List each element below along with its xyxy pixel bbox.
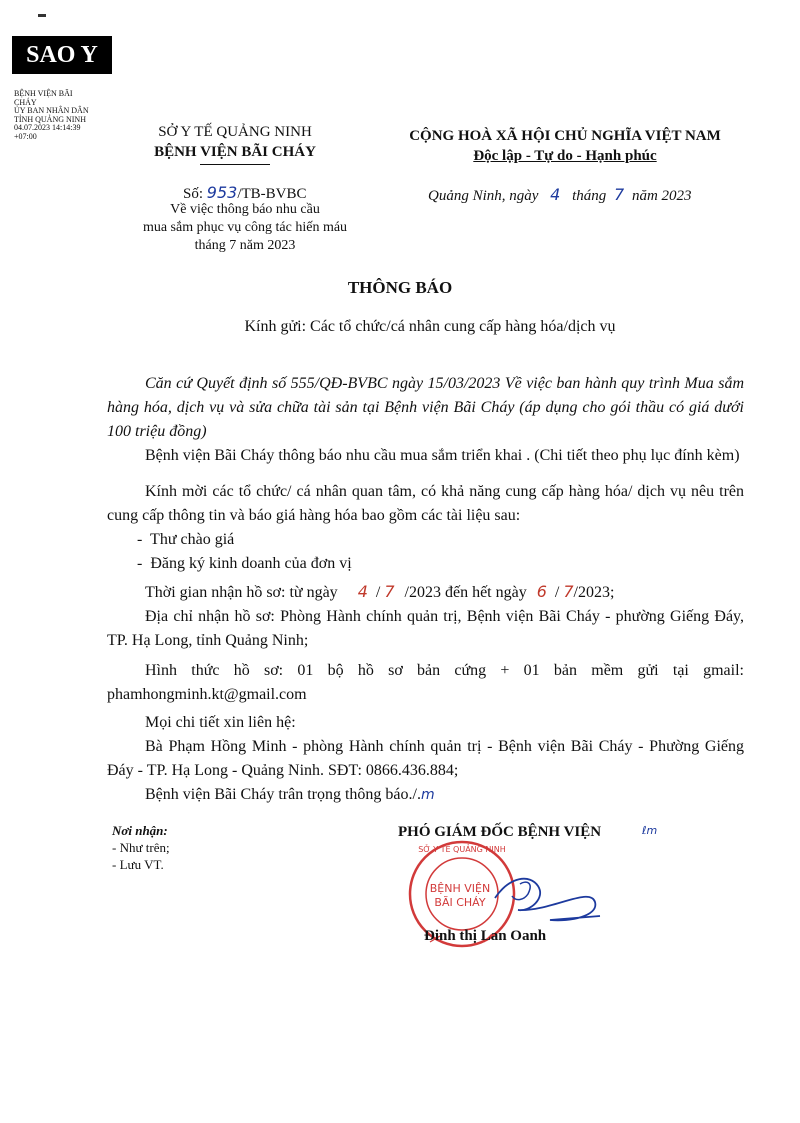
header-left [120,122,350,165]
seal-text-line: BỆNH VIỆN [429,882,491,895]
recipients-block [112,822,170,873]
signer-line: ỦY BAN NHÂN DÂN [14,106,89,115]
document-item: - Thư chào giá [137,531,235,548]
signer-line: CHÁY [14,97,37,107]
signer-name: Đinh thị Lan Oanh [424,928,547,944]
header-right [385,126,745,166]
date-month-handwritten: 7 [614,185,625,204]
seal-text-line: BÃI CHÁY [434,896,486,909]
submission-address: Địa chỉ nhận hồ sơ: Phòng Hành chính quản trị, Bệnh viện Bãi Cháy - phường Giếng Đáy, TP. Hạ Long, tỉnh Quảng Ninh; [107,608,744,649]
digital-signature-info [14,90,124,141]
hospital-name: BỆNH VIỆN BÃI CHÁY [154,144,316,160]
so-label: Số: [183,186,204,202]
subject-line: Về việc thông báo nhu cầu [170,202,320,217]
time-mid: /2023 đến hết ngày [404,584,527,601]
time-prefix: Thời gian nhận hồ sơ: từ ngày [145,584,338,601]
date-day-handwritten: 4 [550,185,561,204]
legal-basis: Căn cứ Quyết định số 555/QĐ-BVBC ngày 15/03/2023 Về việc ban hành quy trình Mua sắm hàng hóa, dịch vụ và sửa chữa tài sản tại Bệnh viện Bãi Cháy (áp dụng cho gói thầu có giá dưới 100 triệu đồng) [107,375,744,440]
scan-mark [38,14,46,17]
document-body [107,372,744,807]
subject-line: tháng 7 năm 2023 [194,238,296,253]
sao-y-stamp: SAO Y [12,36,112,74]
item-text: Thư chào giá [150,531,235,548]
initials-mark: m [420,787,435,803]
item-text: Đăng ký kinh doanh của đơn vị [150,555,352,572]
subject [120,201,370,255]
signer-line: BỆNH VIỆN BÃI [14,89,73,98]
signer-line: +07:00 [14,131,37,141]
to-month-handwritten: 7 [563,582,574,601]
nation-name: CỘNG HOÀ XÃ HỘI CHỦ NGHĨA VIỆT NAM [409,128,721,144]
document-item: - Đăng ký kinh doanh của đơn vị [137,555,352,572]
subject-line: mua sắm phục vụ công tác hiến máu [142,220,348,235]
recipient-line: Kính gửi: Các tổ chức/cá nhân cung cấp hàng hóa/dịch vụ [244,318,616,335]
motto: Độc lập - Tự do - Hạnh phúc [473,148,657,164]
recipient-item: - Lưu VT. [112,857,164,872]
to-day-handwritten: 6 [536,582,547,601]
document-title: THÔNG BÁO [347,278,453,297]
header-underline [200,164,270,165]
announcement: Bệnh viện Bãi Cháy thông báo nhu cầu mua sắm triển khai . (Chi tiết theo phụ lục đính kèm) [145,447,740,464]
department-name: SỞ Y TẾ QUẢNG NINH [158,124,312,140]
contact-details: Bà Phạm Hồng Minh - phòng Hành chính quản trị - Bệnh viện Bãi Cháy - Phường Giếng Đáy - TP. Hạ Long - Quảng Ninh. SĐT: 0866.436.884; [107,738,744,779]
date-year: năm 2023 [631,188,692,204]
signer-line: TỈNH QUẢNG NINH [14,114,86,124]
contact-intro: Mọi chi tiết xin liên hệ: [145,714,296,731]
contact-email: phamhongminh.kt@gmail.com [107,686,307,703]
submission-format: Hình thức hồ sơ: 01 bộ hồ sơ bản cứng + 01 bản mềm gửi tại gmail: [145,662,744,679]
so-number-handwritten: 953 [206,183,238,202]
date-prefix: Quảng Ninh, ngày [428,188,539,204]
signer-title: PHÓ GIÁM ĐỐC BỆNH VIỆN [398,824,602,840]
date-month-label: tháng [572,188,607,204]
invitation: Kính mời các tổ chức/ cá nhân quan tâm, có khả năng cung cấp hàng hóa/ dịch vụ nêu trên cung cấp thông tin và báo giá hàng hóa bao gồm các tài liệu sau: [107,483,744,524]
time-suffix: /2023; [573,584,615,601]
closing-line [107,783,744,807]
document-number [183,183,307,203]
from-day-handwritten: 4 [357,582,368,601]
from-month-handwritten: 7 [384,582,395,601]
closing-text: Bệnh viện Bãi Cháy trân trọng thông báo./. [145,786,421,803]
signer-line: 04.07.2023 14:14:39 [14,123,81,132]
receiving-period: Thời gian nhận hồ sơ: từ ngày 4 / 7 /2023 đến hết ngày 6 / 7/2023; [145,582,615,601]
recipient-item: - Như trên; [112,840,170,855]
title-initials-mark: ℓm [642,824,658,837]
document-date [428,185,692,205]
noi-nhan-label: Nơi nhận: [112,823,168,838]
seal-ring-text: SỞ Y TẾ QUẢNG NINH [418,845,506,854]
so-suffix: /TB-BVBC [237,186,307,202]
